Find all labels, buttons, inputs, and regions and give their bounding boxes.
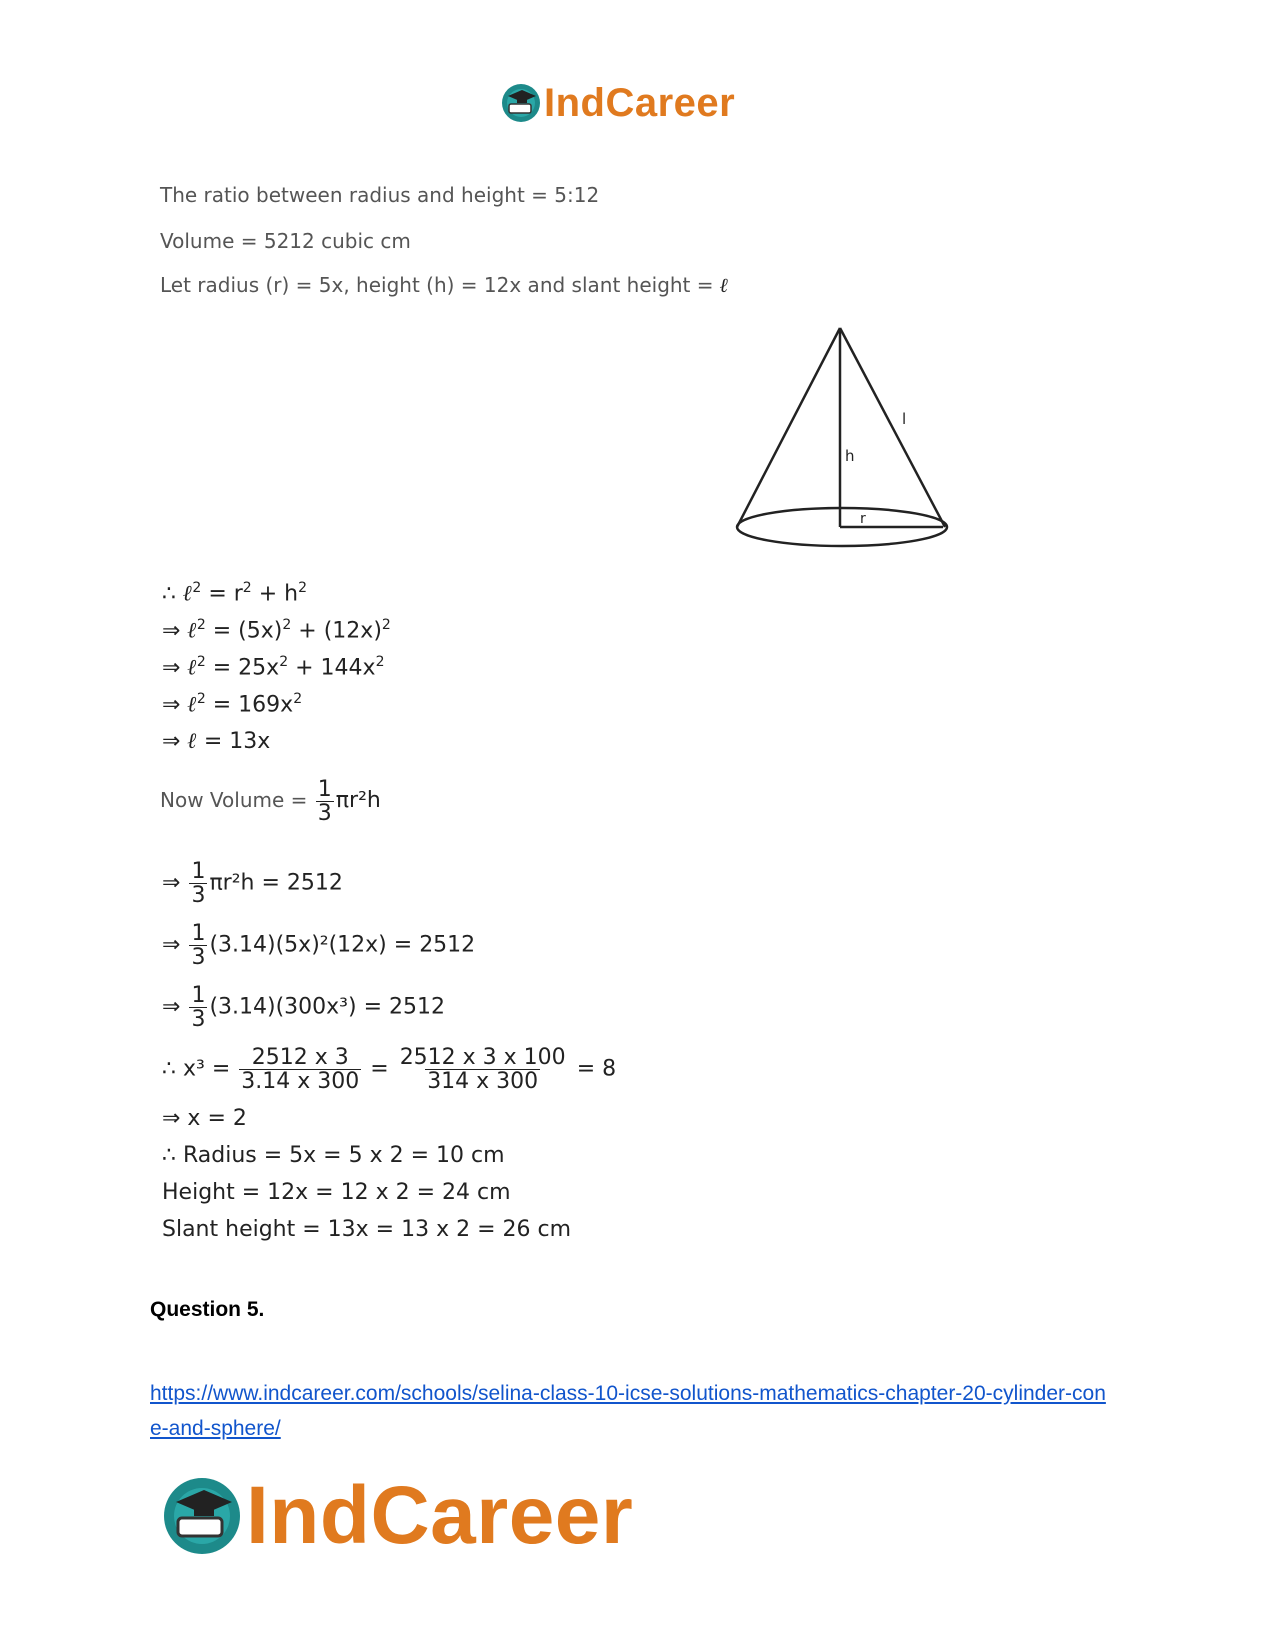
let-line: Let radius (r) = 5x, height (h) = 12x and slant height = ℓ: [160, 273, 729, 297]
step-1: ∴ ℓ$^2$ = $r^2 + h^2$: [162, 580, 308, 607]
volume-step-3: ⇒ $\frac{1}{3}$ (3.14)(300x³) = 2512: [162, 983, 445, 1033]
step-5: ⇒ ℓ = 13x: [162, 728, 271, 754]
cone-right-edge: [840, 328, 945, 527]
radius-result: ∴ Radius = 5x = 5 x 2 = 10 cm: [162, 1143, 505, 1168]
x-value: ⇒ x = 2: [162, 1106, 247, 1131]
height-result: Height = 12x = 12 x 2 = 24 cm: [162, 1180, 511, 1205]
logo-wordmark: IndCareer: [246, 1470, 634, 1561]
step-4: ⇒ ℓ$^2$ = $169x^2$: [162, 691, 303, 718]
source-link[interactable]: https://www.indcareer.com/schools/selina-class-10-icse-solutions-mathematics-chapter-20-cylinder-cone-and-sphere/: [150, 1382, 1106, 1440]
slant-result: Slant height = 13x = 13 x 2 = 26 cm: [162, 1217, 572, 1242]
x-cube-step: ∴ x³ = $\frac{2512 x 3}{3.14 x 300}$ = $\frac{2512 x 3 x 100}{314 x 300}$ = 8: [162, 1045, 617, 1095]
question-heading: Question 5.: [150, 1298, 265, 1321]
ratio-line: The ratio between radius and height = 5:12: [160, 183, 600, 207]
graduation-cap-book-icon: [160, 1474, 244, 1558]
graduation-cap-book-icon: [500, 82, 542, 124]
label-h: h: [845, 447, 855, 465]
logo-wordmark: IndCareer: [544, 81, 736, 125]
volume-step-2: ⇒ $\frac{1}{3}$ (3.14)(5x)²(12x) = 2512: [162, 921, 476, 971]
label-r: r: [860, 511, 866, 527]
cone-left-edge: [737, 328, 840, 527]
volume-formula: Now Volume = $\frac{1}{3}$ πr²h: [160, 777, 381, 827]
label-l: l: [902, 410, 907, 428]
volume-line: Volume = 5212 cubic cm: [160, 229, 411, 253]
step-2: ⇒ ℓ$^2$ = $(5x)^2 + (12x)^2$: [162, 617, 391, 644]
step-3: ⇒ ℓ$^2$ = $25x^2 + 144x^2$: [162, 654, 385, 681]
volume-step-1: ⇒ $\frac{1}{3}$ πr²h = 2512: [162, 859, 343, 909]
cone-diagram: [725, 320, 960, 550]
